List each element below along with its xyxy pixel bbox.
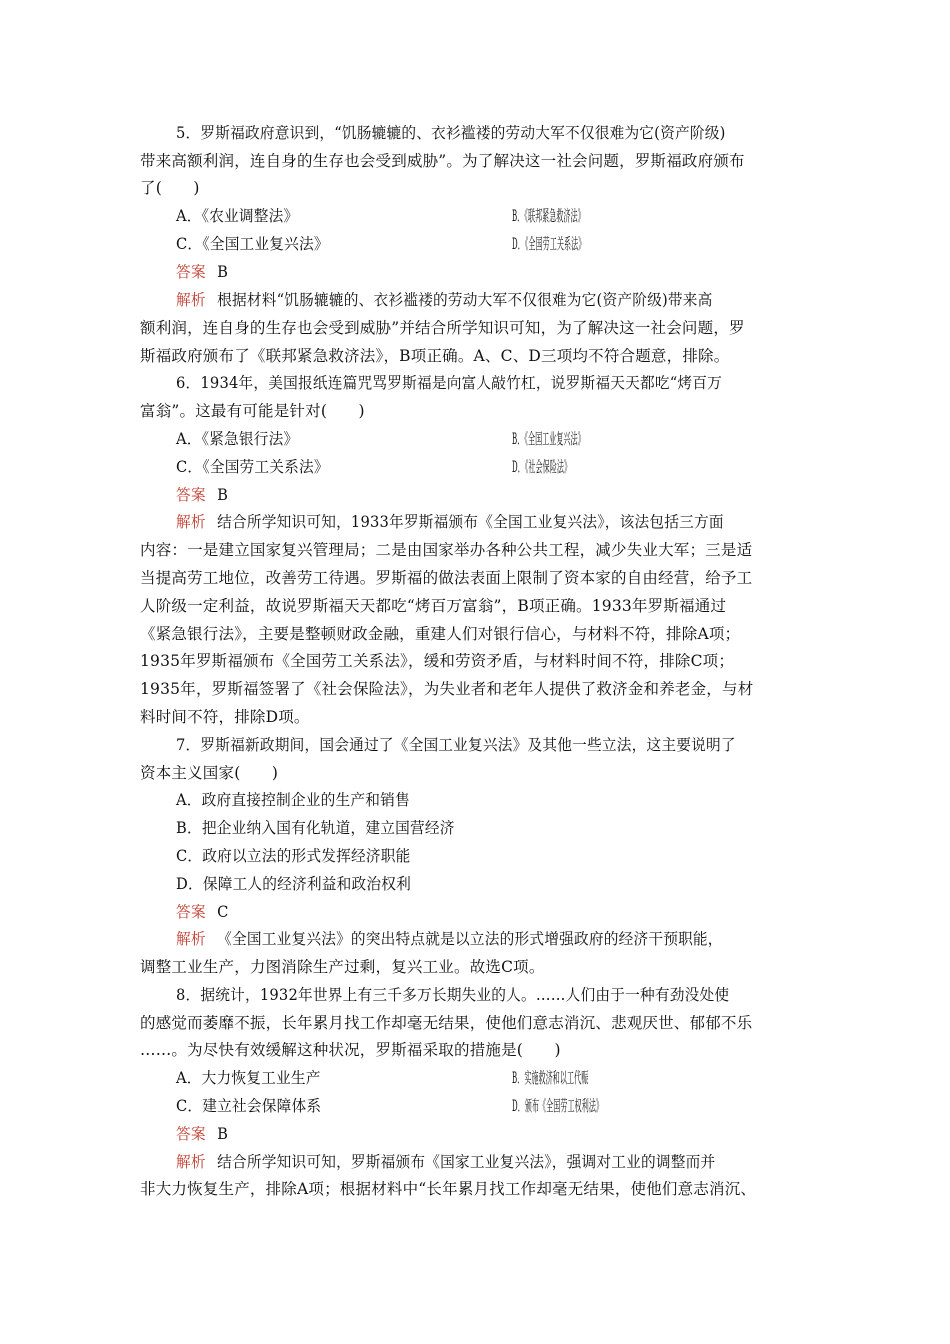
question-7-option-c: C．政府以立法的形式发挥经济职能 bbox=[176, 847, 411, 865]
question-6-line-1: 6．1934年，美国报纸连篇咒骂罗斯福是向富人敲竹杠，说罗斯福天天都吃“烤百万 bbox=[176, 374, 723, 392]
question-5-line-2: 带来高额利润，连自身的生存也会受到威胁”。为了解决这一社会问题，罗斯福政府颁布 bbox=[140, 152, 745, 170]
question-5-analysis-line-1 bbox=[176, 290, 820, 310]
analysis-label: 解析 bbox=[176, 513, 206, 531]
question-6-analysis-line-3: 当提高劳工地位，改善劳工待遇。罗斯福的做法表面上限制了资本家的自由经营，给予工 bbox=[140, 569, 753, 587]
question-6-option-c: C．《全国劳工关系法》 bbox=[176, 458, 329, 476]
question-7-line-1: 7．罗斯福新政期间，国会通过了《全国工业复兴法》及其他一些立法，这主要说明了 bbox=[176, 736, 736, 754]
question-7-line-2: 资本主义国家( ) bbox=[140, 764, 279, 782]
question-6-analysis-line-8: 料时间不符，排除D项。 bbox=[140, 708, 310, 726]
question-5-option-c: C．《全国工业复兴法》 bbox=[176, 235, 329, 253]
answer-label: 答案 bbox=[176, 903, 206, 921]
question-5-line-1: 5．罗斯福政府意识到，“饥肠辘辘的、衣衫褴褛的劳动大军不仅很难为它(资产阶级) bbox=[176, 124, 726, 142]
question-6-analysis-line-7: 1935年，罗斯福签署了《社会保险法》，为失业者和老年人提供了救济金和养老金，与材 bbox=[140, 680, 754, 698]
question-8-line-3: ……。为尽快有效缓解这种状况，罗斯福采取的措施是( ) bbox=[140, 1041, 561, 1059]
question-5-analysis-line-3: 斯福政府颁布了《联邦紧急救济法》，B项正确。A、C、D三项均不符合题意，排除。 bbox=[140, 347, 730, 365]
question-8-option-a: A．大力恢复工业生产 bbox=[176, 1069, 321, 1087]
question-5-line-3: 了( ) bbox=[140, 179, 200, 197]
answer-label: 答案 bbox=[176, 1125, 206, 1143]
question-8-option-c: C．建立社会保障体系 bbox=[176, 1097, 322, 1115]
question-6-option-b: B．《全国工业复兴法》 bbox=[512, 430, 585, 448]
analysis-text: 根据材料“饥肠辘辘的、衣衫褴褛的劳动大军不仅很难为它(资产阶级)带来高 bbox=[217, 291, 713, 309]
question-5-option-a: A．《农业调整法》 bbox=[176, 207, 299, 225]
question-7-option-a: A．政府直接控制企业的生产和销售 bbox=[176, 791, 410, 809]
question-8-answer bbox=[176, 1124, 820, 1144]
question-6-analysis-line-5: 《紧急银行法》，主要是整顿财政金融，重建人们对银行信心，与材料不符，排除A项； bbox=[140, 625, 741, 643]
question-7-answer bbox=[176, 902, 820, 922]
analysis-label: 解析 bbox=[176, 1153, 206, 1171]
analysis-text: 结合所学知识可知，1933年罗斯福颁布《全国工业复兴法》，该法包括三方面 bbox=[217, 513, 724, 531]
question-7-option-d: D．保障工人的经济利益和政治权利 bbox=[176, 875, 412, 893]
answer-label: 答案 bbox=[176, 486, 206, 504]
question-6-answer bbox=[176, 485, 820, 505]
question-8-option-b: B．实施救济和以工代赈 bbox=[512, 1069, 589, 1087]
question-7-analysis-line-1 bbox=[176, 929, 820, 949]
analysis-text: 《全国工业复兴法》的突出特点就是以立法的形式增强政府的经济干预职能， bbox=[217, 930, 723, 948]
question-6-option-a: A．《紧急银行法》 bbox=[176, 430, 299, 448]
question-7-option-b: B．把企业纳入国有化轨道，建立国营经济 bbox=[176, 819, 455, 837]
analysis-label: 解析 bbox=[176, 930, 206, 948]
question-5-option-d: D．《全国劳工关系法》 bbox=[512, 235, 586, 253]
question-5-analysis-line-2: 额利润，连自身的生存也会受到威胁”并结合所学知识可知，为了解决这一社会问题，罗 bbox=[140, 319, 745, 337]
answer-value: C bbox=[217, 903, 229, 921]
question-8-analysis-line-1 bbox=[176, 1152, 820, 1172]
analysis-text: 结合所学知识可知，罗斯福颁布《国家工业复兴法》，强调对工业的调整而并 bbox=[217, 1153, 716, 1171]
question-6-analysis-line-1 bbox=[176, 512, 820, 532]
question-8-line-2: 的感觉而萎靡不振，长年累月找工作却毫无结果，使他们意志消沉、悲观厌世、郁郁不乐 bbox=[140, 1014, 753, 1032]
question-5-answer bbox=[176, 262, 820, 282]
question-5-option-b: B．《联邦紧急救济法》 bbox=[512, 207, 585, 225]
question-6-option-d: D．《社会保险法》 bbox=[512, 458, 572, 476]
question-6-analysis-line-6: 1935年罗斯福颁布《全国劳工关系法》，缓和劳资矛盾，与材料时间不符，排除C项； bbox=[140, 652, 735, 670]
analysis-label: 解析 bbox=[176, 291, 206, 309]
question-8-option-d: D．颁布《全国劳工权利法》 bbox=[512, 1097, 604, 1115]
question-8-analysis-line-2: 非大力恢复生产，排除A项；根据材料中“长年累月找工作却毫无结果，使他们意志消沉、 bbox=[140, 1180, 757, 1198]
answer-label: 答案 bbox=[176, 263, 206, 281]
question-7-analysis-line-2: 调整工业生产，力图消除生产过剩，复兴工业。故选C项。 bbox=[140, 958, 545, 976]
question-6-analysis-line-4: 人阶级一定利益，故说罗斯福天天都吃“烤百万富翁”，B项正确。1933年罗斯福通过 bbox=[140, 597, 727, 615]
question-8-line-1: 8．据统计，1932年世界上有三千多万长期失业的人。……人们由于一种有劲没处使 bbox=[176, 986, 730, 1004]
question-6-analysis-line-2: 内容：一是建立国家复兴管理局；二是由国家举办各种公共工程，减少失业大军；三是适 bbox=[140, 541, 753, 559]
answer-value: B bbox=[217, 263, 229, 281]
question-6-line-2: 富翁”。这最有可能是针对( ) bbox=[140, 402, 365, 420]
answer-value: B bbox=[217, 486, 229, 504]
answer-value: B bbox=[217, 1125, 229, 1143]
